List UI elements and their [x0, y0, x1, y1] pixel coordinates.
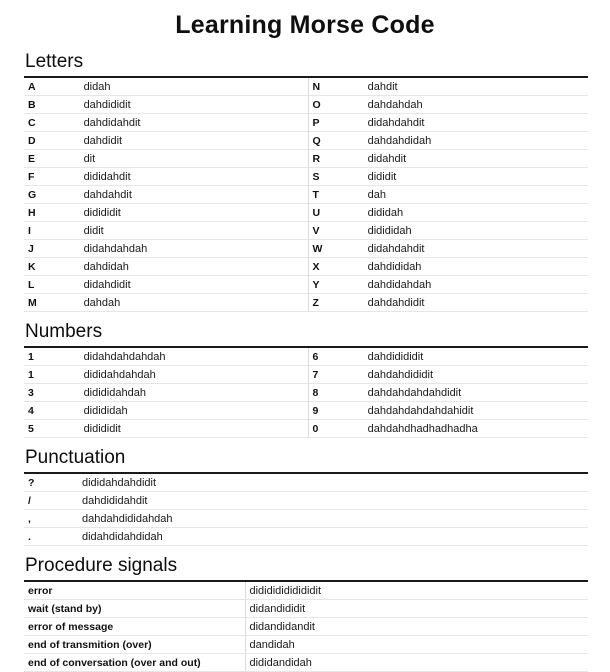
table-row [24, 96, 588, 114]
table-row [24, 492, 588, 510]
letter-key: N [308, 77, 364, 96]
letter-code: dahdahdidah [364, 132, 588, 150]
punctuation-key: / [24, 492, 78, 510]
table-row [24, 420, 588, 438]
table-row [24, 473, 588, 492]
letter-code: dahdah [80, 294, 304, 312]
letter-code: dahdidahdah [364, 276, 588, 294]
number-key: 8 [308, 384, 364, 402]
number-code: dahdahdididit [364, 366, 588, 384]
table-row [24, 528, 588, 546]
table-row [24, 114, 588, 132]
section-punctuation [24, 438, 588, 546]
number-key: 6 [308, 347, 364, 366]
letter-code: dahdidah [80, 258, 304, 276]
letter-key: X [308, 258, 364, 276]
signal-name: end of transmition (over) [24, 636, 245, 654]
signal-code: dididandidah [245, 654, 588, 672]
number-key: 7 [308, 366, 364, 384]
letter-code: dahdahdit [80, 186, 304, 204]
table-row [24, 240, 588, 258]
number-code: dahdidididit [364, 347, 588, 366]
letter-key: A [24, 77, 80, 96]
table-row [24, 204, 588, 222]
number-code: dididahdahdah [80, 366, 304, 384]
table-row [24, 276, 588, 294]
letter-key: R [308, 150, 364, 168]
letters-table [24, 76, 588, 312]
section-heading-numbers: Numbers [25, 321, 103, 342]
table-row [24, 581, 588, 600]
signal-name: end of conversation (over and out) [24, 654, 245, 672]
letter-code: didit [80, 222, 304, 240]
punctuation-key: , [24, 510, 78, 528]
number-key: 0 [308, 420, 364, 438]
number-key: 4 [24, 402, 80, 420]
letter-key: B [24, 96, 80, 114]
letter-code: didahdit [364, 150, 588, 168]
punctuation-key: . [24, 528, 78, 546]
table-row [24, 366, 588, 384]
letter-code: dahdahdah [364, 96, 588, 114]
punctuation-code: dididahdahdidit [78, 473, 588, 492]
table-row [24, 402, 588, 420]
letter-key: U [308, 204, 364, 222]
letter-code: dahdidahdit [80, 114, 304, 132]
letter-key: D [24, 132, 80, 150]
letter-code: dahdidit [80, 132, 304, 150]
table-row [24, 654, 588, 672]
table-row [24, 384, 588, 402]
page-title: Learning Morse Code [175, 11, 435, 39]
section-heading-procedure-signals: Procedure signals [25, 555, 178, 576]
signal-code: didididididididit [245, 581, 588, 600]
signal-name: error [24, 581, 245, 600]
table-row [24, 132, 588, 150]
signal-name: error of message [24, 618, 245, 636]
number-key: 9 [308, 402, 364, 420]
letter-code: didahdidit [80, 276, 304, 294]
number-key: 1 [24, 366, 80, 384]
table-row [24, 150, 588, 168]
letter-key: Q [308, 132, 364, 150]
signal-code: didandididit [245, 600, 588, 618]
letter-code: dah [364, 186, 588, 204]
punctuation-code: dahdahdididahdah [78, 510, 588, 528]
letter-key: S [308, 168, 364, 186]
document-content [0, 42, 610, 672]
letter-key: W [308, 240, 364, 258]
document-page [0, 8, 610, 669]
letter-code: dididah [364, 204, 588, 222]
punctuation-code: dahdididahdit [78, 492, 588, 510]
signal-name: wait (stand by) [24, 600, 245, 618]
table-row [24, 77, 588, 96]
letter-code: dahdit [364, 77, 588, 96]
section-letters [24, 42, 588, 312]
letter-key: P [308, 114, 364, 132]
letter-key: E [24, 150, 80, 168]
numbers-table [24, 346, 588, 438]
table-row [24, 222, 588, 240]
letter-key: K [24, 258, 80, 276]
letter-code: didididit [80, 204, 304, 222]
letter-key: J [24, 240, 80, 258]
letter-key: Y [308, 276, 364, 294]
section-procedure-signals [24, 546, 588, 672]
table-row [24, 186, 588, 204]
letter-key: G [24, 186, 80, 204]
letter-key: L [24, 276, 80, 294]
letter-code: didah [80, 77, 304, 96]
letter-code: didahdahdah [80, 240, 304, 258]
procedure-signals-table [24, 580, 588, 672]
letter-key: F [24, 168, 80, 186]
letter-key: T [308, 186, 364, 204]
signal-code: didandidandit [245, 618, 588, 636]
number-code: didididah [80, 402, 304, 420]
number-code: dahdahdhadhadhadha [364, 420, 588, 438]
section-numbers [24, 312, 588, 438]
letter-key: Z [308, 294, 364, 312]
punctuation-key: ? [24, 473, 78, 492]
letter-code: dahdididit [80, 96, 304, 114]
number-code: dahdahdahdahdahidit [364, 402, 588, 420]
punctuation-table [24, 472, 588, 546]
table-row [24, 618, 588, 636]
letter-code: didahdahdit [364, 240, 588, 258]
number-key: 5 [24, 420, 80, 438]
section-heading-punctuation: Punctuation [25, 447, 126, 468]
number-code: didididit [80, 420, 304, 438]
letter-code: dididahdit [80, 168, 304, 186]
letter-key: C [24, 114, 80, 132]
table-row [24, 294, 588, 312]
number-key: 1 [24, 347, 80, 366]
letter-key: V [308, 222, 364, 240]
table-row [24, 347, 588, 366]
table-row [24, 636, 588, 654]
letter-key: H [24, 204, 80, 222]
signal-code: dandidah [245, 636, 588, 654]
letter-code: didahdahdit [364, 114, 588, 132]
letter-code: dahdididah [364, 258, 588, 276]
punctuation-code: didahdidahdidah [78, 528, 588, 546]
table-row [24, 600, 588, 618]
letter-key: M [24, 294, 80, 312]
number-key: 3 [24, 384, 80, 402]
table-row [24, 168, 588, 186]
number-code: didididahdah [80, 384, 304, 402]
letter-code: dit [80, 150, 304, 168]
table-row [24, 258, 588, 276]
letter-key: I [24, 222, 80, 240]
letter-key: O [308, 96, 364, 114]
number-code: didahdahdahdah [80, 347, 304, 366]
letter-code: dahdahdidit [364, 294, 588, 312]
letter-code: didididah [364, 222, 588, 240]
section-heading-letters: Letters [25, 51, 84, 72]
number-code: dahdahdahdahdidit [364, 384, 588, 402]
letter-code: dididit [364, 168, 588, 186]
table-row [24, 510, 588, 528]
